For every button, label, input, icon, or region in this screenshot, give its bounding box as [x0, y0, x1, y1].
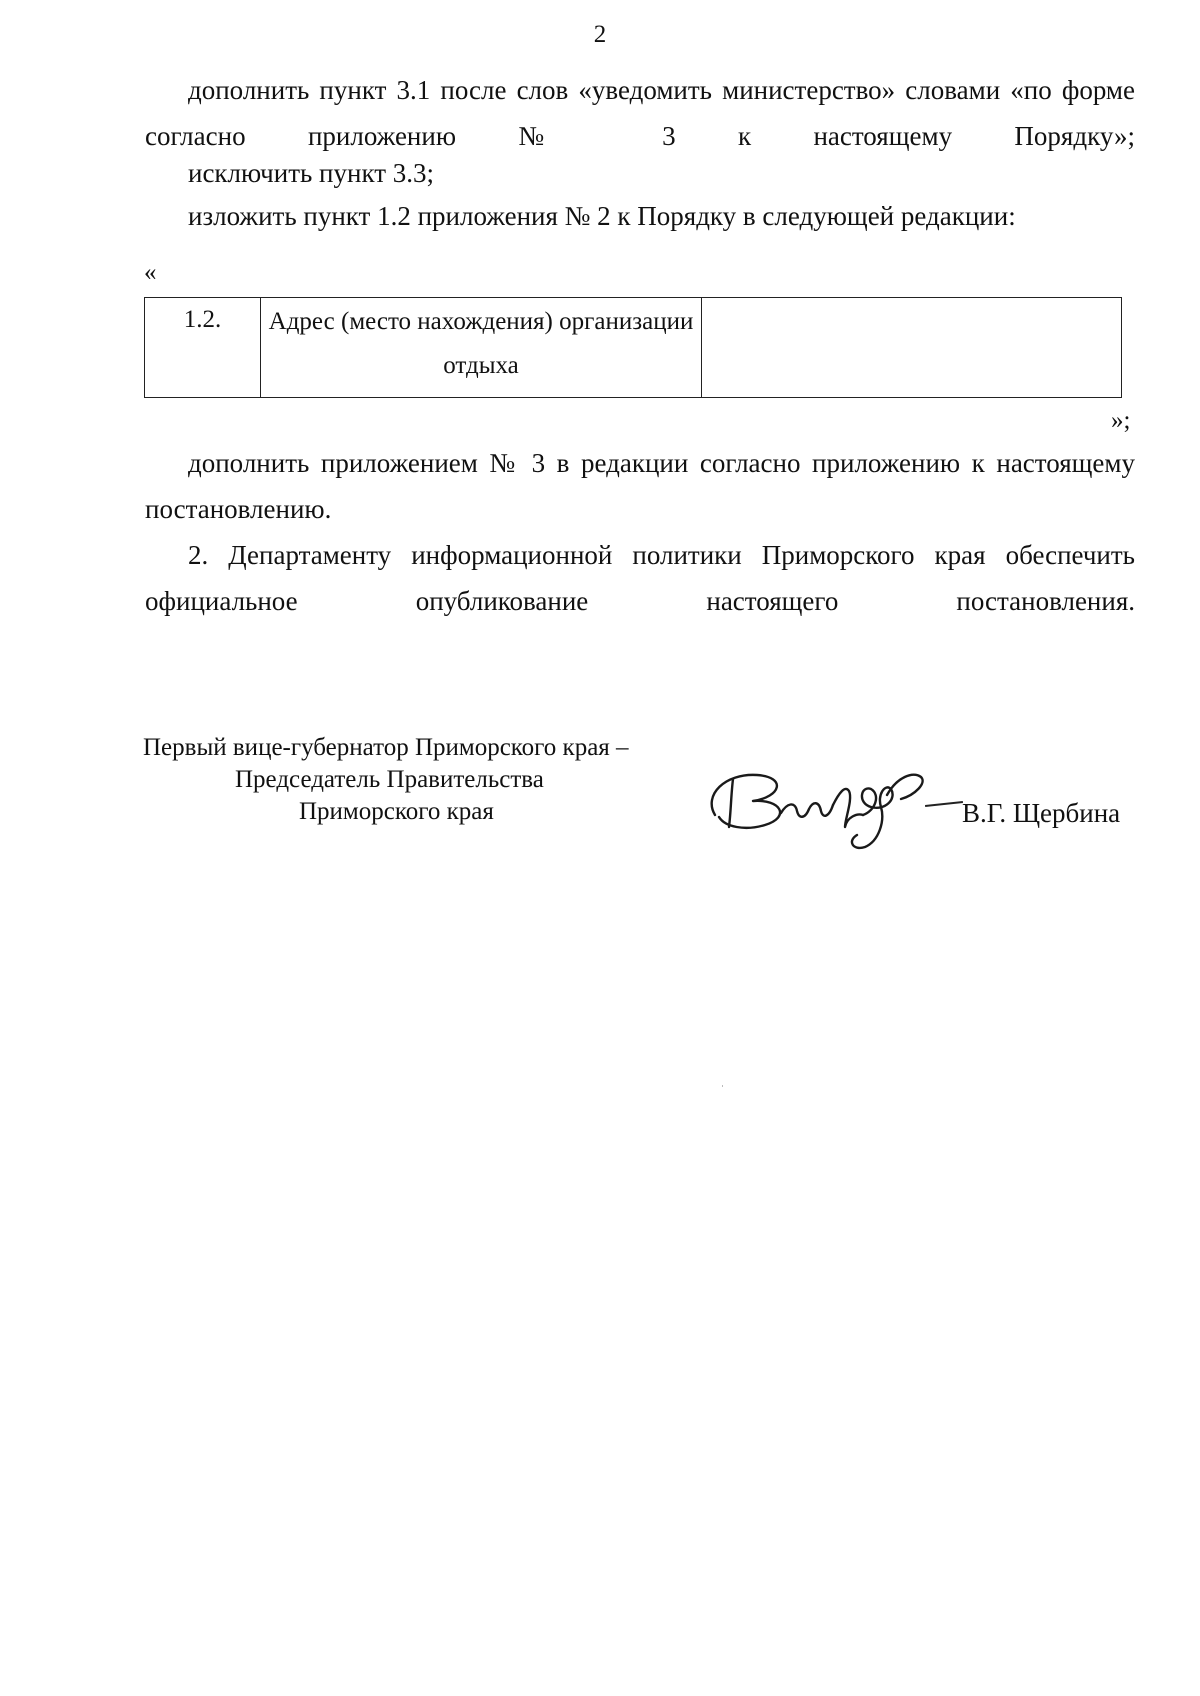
row-number-cell: 1.2.	[145, 298, 261, 398]
page-number: 2	[593, 21, 607, 48]
table-row	[145, 298, 1122, 398]
amendment-table	[144, 297, 1122, 398]
position-line-2: Председатель Правительства	[235, 766, 544, 793]
scan-speck	[722, 1085, 723, 1087]
position-line-3: Приморского края	[299, 798, 494, 825]
quote-open: «	[144, 259, 157, 286]
paragraph-exclude-3-3: исключить пункт 3.3;	[188, 158, 435, 188]
row-name-cell: Адрес (место нахождения) организации отдыха	[261, 298, 702, 398]
paragraph-amend-3-1: дополнить пункт 3.1 после слов «уведомить министерство» словами «по форме согласно приложению № 3 к настоящему Порядку»;	[145, 75, 1135, 151]
paragraph-publication: 2. Департаменту информационной политики Приморского края обеспечить официальное опубликование настоящего постановления.	[145, 540, 1135, 616]
handwritten-signature	[695, 755, 945, 855]
quote-close: »;	[1111, 407, 1131, 434]
row-value-cell	[702, 298, 1122, 398]
signer-name: В.Г. Щербина	[962, 798, 1121, 828]
signatory-position	[143, 732, 743, 828]
paragraph-add-appendix-3: дополнить приложением № 3 в редакции согласно приложению к настоящему постановлению.	[145, 448, 1135, 524]
position-line-1: Первый вице-губернатор Приморского края –	[143, 734, 629, 761]
paragraph-restate-1-2: изложить пункт 1.2 приложения № 2 к Порядку в следующей редакции:	[188, 201, 1016, 231]
